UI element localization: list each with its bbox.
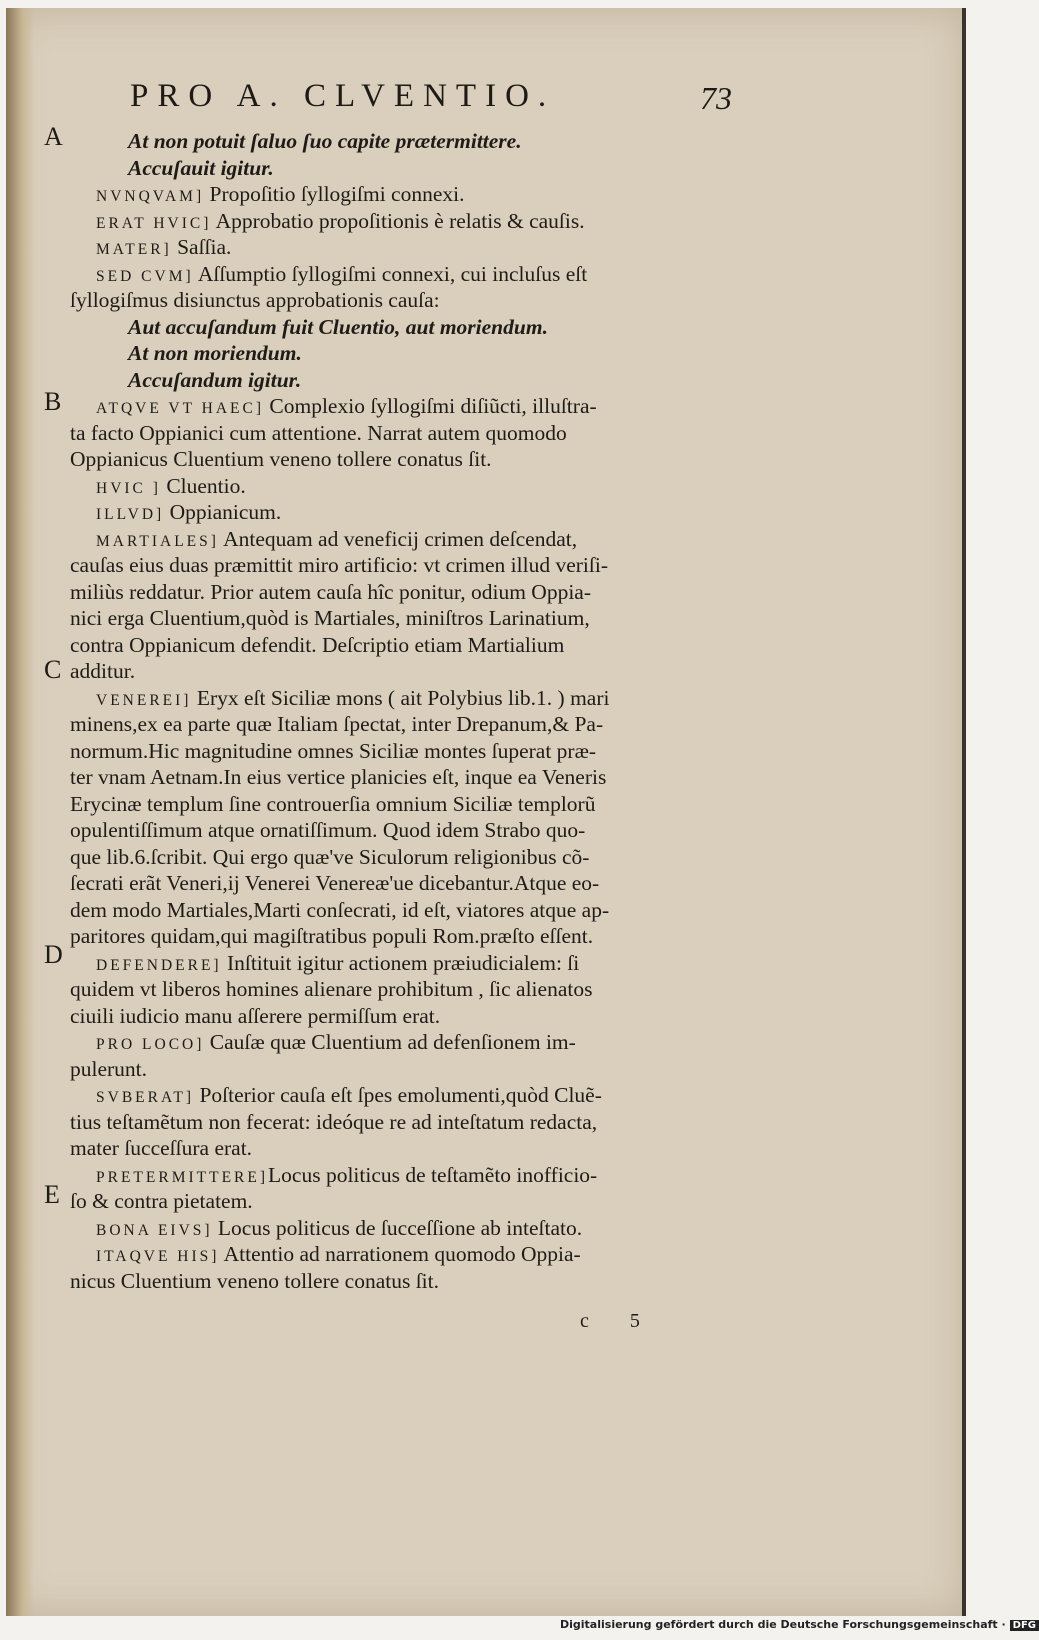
page-edge (962, 8, 966, 1616)
line-text: miliùs reddatur. Prior autem cauſa hîc ponitur, odium Oppia- (70, 579, 591, 604)
line-text: additur. (70, 659, 136, 683)
text-line (70, 711, 750, 738)
text-line (70, 261, 750, 288)
lemma-keyword: VENEREI] (96, 691, 192, 709)
text-line (70, 817, 750, 844)
lemma-keyword: SVBERAT] (96, 1089, 195, 1106)
line-text: Antequam ad veneficij crimen deſcendat, (218, 526, 578, 551)
line-text: Attentio ad narrationem quomodo Oppia- (219, 1242, 581, 1266)
text-line (70, 976, 750, 1003)
lemma-keyword: PRETERMITTERE] (96, 1168, 269, 1186)
lemma-keyword: NVNQVAM] (96, 188, 205, 205)
line-text: Locus politicus de teſtamẽto inofficio- (268, 1162, 598, 1187)
line-text: At non potuit ſaluo ſuo capite prætermittere. (128, 129, 522, 153)
line-text: ciuili iudicio manu aſſerere permiſſum erat. (70, 1003, 441, 1028)
line-text: At non moriendum. (128, 341, 302, 365)
text-line (70, 1162, 750, 1189)
line-text: contra Oppianicum defendit. Deſcriptio etiam Martialium (70, 632, 565, 657)
text-line (70, 632, 750, 659)
text-line (70, 897, 750, 924)
lemma-keyword: ITAQVE HIS] (96, 1248, 220, 1265)
line-text: tius teſtamẽtum non fecerat: ideóque re ad inteſtatum redacta, (70, 1109, 598, 1134)
text-line (70, 1109, 750, 1136)
line-text: Saſſia. (171, 235, 232, 259)
line-text: Accuſauit igitur. (128, 155, 274, 180)
digitization-credit (560, 1618, 1039, 1631)
line-text: Poſterior cauſa eſt ſpes emolumenti,quòd Cluẽ- (194, 1083, 602, 1107)
line-text: Approbatio propoſitionis è relatis & cauſis. (211, 208, 585, 233)
line-text: Erycinæ templum ſine controuerſia omnium Siciliæ templorũ (70, 791, 596, 816)
lemma-keyword: SED CVM] (96, 267, 194, 285)
text-line (70, 473, 750, 500)
text-line (70, 208, 750, 235)
text-line (70, 367, 750, 394)
line-text: Inſtituit igitur actionem præiudicialem: ſi (221, 950, 580, 975)
line-text: Locus politicus de ſucceſſione ab inteſtato. (212, 1215, 583, 1240)
lemma-keyword: MATER] (96, 241, 172, 258)
line-text: cauſas eius duas præmittit miro artificio: vt crimen illud veriſi- (70, 553, 608, 577)
margin-letter-e: E (44, 1180, 60, 1209)
line-text: ſecrati erãt Veneri,ij Venerei Venereæ'ue dicebantur.Atque eo- (70, 871, 600, 895)
lemma-keyword: ATQVE VT HAEC] (96, 400, 265, 417)
lemma-keyword: HVIC ] (96, 479, 161, 497)
credit-text: Digitalisierung gefördert durch die Deutsche Forschungsgemeinschaft · (560, 1618, 1006, 1631)
signature-mark: c 5 (580, 1310, 658, 1332)
margin-letter-d: D (44, 940, 63, 969)
text-line (70, 1056, 750, 1083)
line-text: ter vnam Aetnam.In eius vertice planicies eſt, inque ea Veneris (70, 765, 607, 789)
text-line (70, 499, 750, 526)
line-text: ſyllogiſmus disiunctus approbationis cauſa: (70, 288, 440, 312)
line-text: opulentiſſimum atque ornatiſſimum. Quod idem Strabo quo- (70, 818, 586, 842)
text-line (70, 738, 750, 765)
lemma-keyword: PRO LOCO] (96, 1036, 205, 1053)
line-text: Oppianicum. (164, 500, 282, 524)
page-gutter (6, 8, 34, 1616)
text-line (70, 658, 750, 685)
text-line (70, 1241, 750, 1268)
text-line (70, 526, 750, 553)
line-text: ta facto Oppianici cum attentione. Narrat autem quomodo (70, 420, 567, 445)
line-text: nicus Cluentium veneno tollere conatus ſit. (70, 1268, 440, 1293)
line-text: quidem vt liberos homines alienare prohibitum , ſic alienatos (70, 977, 593, 1001)
page-number: 73 (700, 80, 732, 116)
lemma-keyword: DEFENDERE] (96, 956, 222, 974)
text-line (70, 1003, 750, 1030)
lemma-keyword: BONA EIVS] (96, 1221, 213, 1239)
text-line (70, 870, 750, 897)
line-text: Aſſumptio ſyllogiſmi connexi, cui incluſus eſt (193, 261, 588, 286)
text-line (70, 685, 750, 712)
line-text: minens,ex ea parte quæ Italiam ſpectat, inter Drepanum,& Pa- (70, 712, 604, 736)
text-line (70, 764, 750, 791)
margin-letter-a: A (44, 122, 63, 151)
line-text: Cauſæ quæ Cluentium ad defenſionem im- (204, 1030, 576, 1054)
line-text: nici erga Cluentium,quòd is Martiales, miniſtros Larinatium, (70, 606, 590, 630)
text-line (70, 446, 750, 473)
text-line (70, 234, 750, 261)
line-text: que lib.6.ſcribit. Qui ergo quæ've Siculorum religionibus cõ- (70, 844, 590, 869)
line-text: Aut accuſandum fuit Cluentio, aut moriendum. (128, 314, 548, 339)
line-text: mater ſucceſſura erat. (70, 1136, 253, 1160)
line-text: Cluentio. (160, 473, 246, 498)
line-text: normum.Hic magnitudine omnes Siciliæ montes ſuperat præ- (70, 738, 597, 763)
lemma-keyword: MARTIALES] (96, 532, 219, 550)
text-line (70, 314, 750, 341)
commentary-text (70, 128, 750, 1294)
text-line (70, 1268, 750, 1295)
margin-letter-c: C (44, 655, 62, 684)
line-text: Accuſandum igitur. (128, 367, 302, 392)
text-line (70, 420, 750, 447)
line-text: Eryx eſt Siciliæ mons ( ait Polybius lib.1. ) mari (191, 685, 610, 710)
text-line (70, 844, 750, 871)
dfg-logo: DFG (1010, 1620, 1039, 1631)
text-line (70, 1082, 750, 1109)
text-line (70, 1135, 750, 1162)
line-text: dem modo Martiales,Marti conſecrati, id eſt, viatores atque ap- (70, 897, 610, 922)
text-line (70, 393, 750, 420)
line-text: ſo & contra pietatem. (70, 1189, 253, 1213)
line-text: pulerunt. (70, 1056, 148, 1081)
text-line (70, 923, 750, 950)
line-text: Complexio ſyllogiſmi diſiũcti, illuſtra- (264, 394, 597, 418)
text-line (70, 552, 750, 579)
text-line (70, 605, 750, 632)
text-line (70, 950, 750, 977)
line-text: paritores quidam,qui magiſtratibus populi Rom.præſto eſſent. (70, 924, 594, 948)
lemma-keyword: ERAT HVIC] (96, 214, 212, 232)
text-line (70, 340, 750, 367)
text-line (70, 287, 750, 314)
text-line (70, 155, 750, 182)
line-text: Propoſitio ſyllogiſmi connexi. (204, 182, 465, 206)
text-line (70, 1215, 750, 1242)
lemma-keyword: ILLVD] (96, 506, 165, 523)
margin-letter-b: B (44, 387, 62, 416)
text-line (70, 1029, 750, 1056)
text-line (70, 579, 750, 606)
text-line (70, 1188, 750, 1215)
line-text: Oppianicus Cluentium veneno tollere conatus ſit. (70, 447, 492, 471)
text-line (70, 128, 750, 155)
text-line (70, 791, 750, 818)
running-title: PRO A. CLVENTIO. (130, 78, 556, 114)
text-line (70, 181, 750, 208)
